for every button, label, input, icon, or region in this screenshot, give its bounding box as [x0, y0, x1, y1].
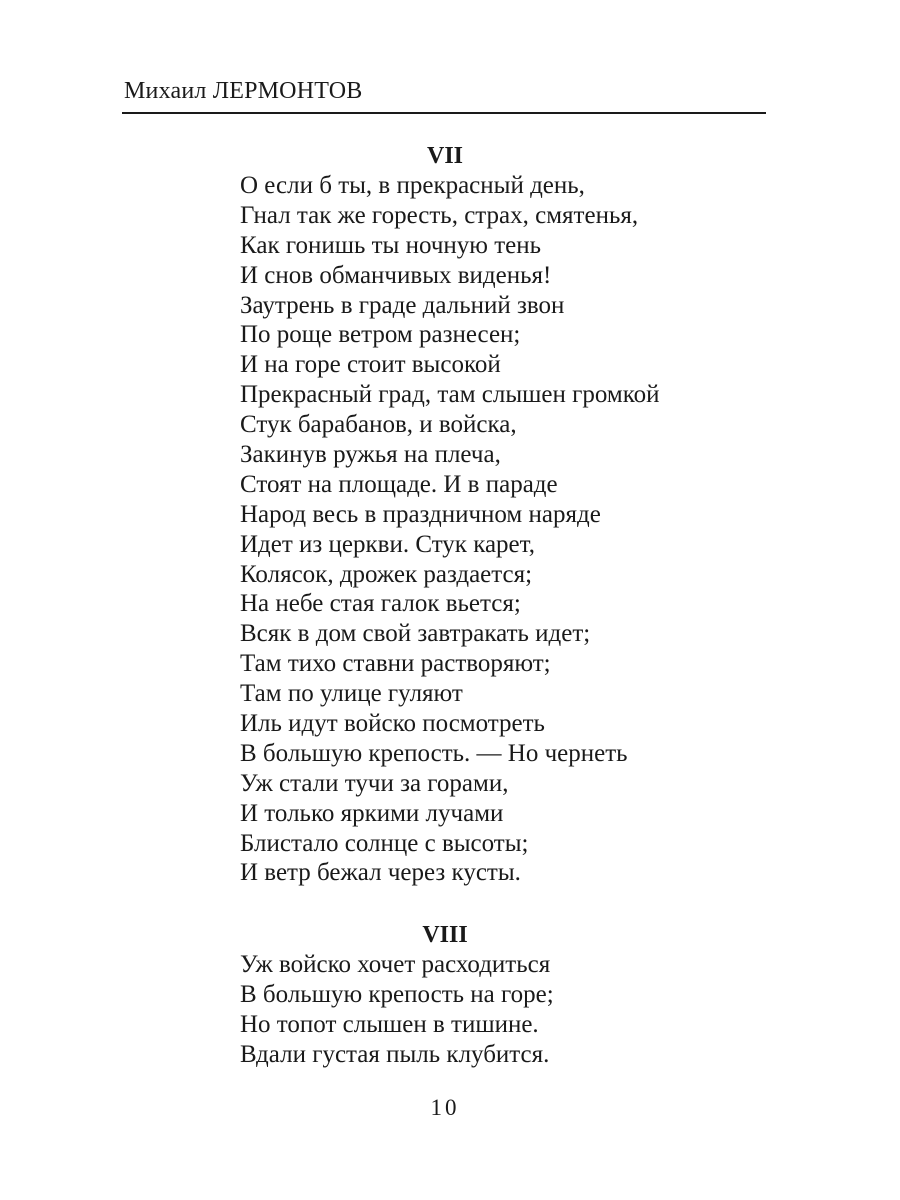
- verse-line: И ветр бежал через кусты.: [240, 859, 521, 887]
- verse-line: Гнал так же горесть, страх, смятенья,: [240, 201, 639, 229]
- verse-line: Вдали густая пыль клубится.: [240, 1040, 550, 1068]
- verse-line: О если б ты, в прекрасный день,: [240, 172, 585, 199]
- verse-line: Идет из церкви. Стук карет,: [240, 530, 535, 558]
- verse-line: Уж стали тучи за горами,: [240, 769, 509, 797]
- verse-line: Уж войско хочет расходиться: [240, 951, 551, 978]
- verse-line: На небе стая галок вьется;: [240, 590, 521, 618]
- verse-line: В большую крепость. — Но чернеть: [240, 739, 628, 767]
- verse-line: В большую крепость на горе;: [240, 980, 554, 1008]
- verse-line: Там тихо ставни растворяют;: [240, 650, 551, 678]
- stanza-lines: [240, 171, 659, 888]
- verse-line: Стоят на площаде. И в параде: [240, 470, 558, 498]
- stanza-number: VIII: [422, 922, 468, 948]
- verse-line: Заутрень в граде дальний звон: [240, 291, 565, 319]
- verse-line: Блистало солнце с высоты;: [240, 829, 529, 857]
- verse-line: Стук барабанов, и войска,: [240, 411, 517, 439]
- header-rule: [122, 112, 766, 114]
- verse-line: По роще ветром разнесен;: [240, 321, 521, 349]
- verse-line: И на горе стоит высокой: [240, 351, 501, 379]
- verse-line: Иль идут войско посмотреть: [240, 710, 545, 738]
- verse-line: И снов обманчивых виденья!: [240, 261, 552, 289]
- stanza-lines: [240, 950, 554, 1070]
- verse-line: И только яркими лучами: [240, 799, 504, 827]
- verse-line: Прекрасный град, там слышен громкой: [240, 381, 660, 409]
- verse-line: Там по улице гуляют: [240, 680, 463, 708]
- verse-line: Народ весь в праздничном наряде: [240, 500, 601, 528]
- verse-line: Как гонишь ты ночную тень: [240, 231, 542, 259]
- page-number: 10: [430, 1095, 460, 1120]
- verse-line: Колясок, дрожек раздается;: [240, 560, 533, 588]
- verse-line: Всяк в дом свой завтракать идет;: [240, 620, 591, 648]
- verse-line: Но топот слышен в тишине.: [240, 1010, 539, 1038]
- running-head-author: Михаил ЛЕРМОНТОВ: [124, 78, 363, 104]
- verse-line: Закинув ружья на плеча,: [240, 441, 501, 469]
- stanza-number: VII: [426, 143, 463, 169]
